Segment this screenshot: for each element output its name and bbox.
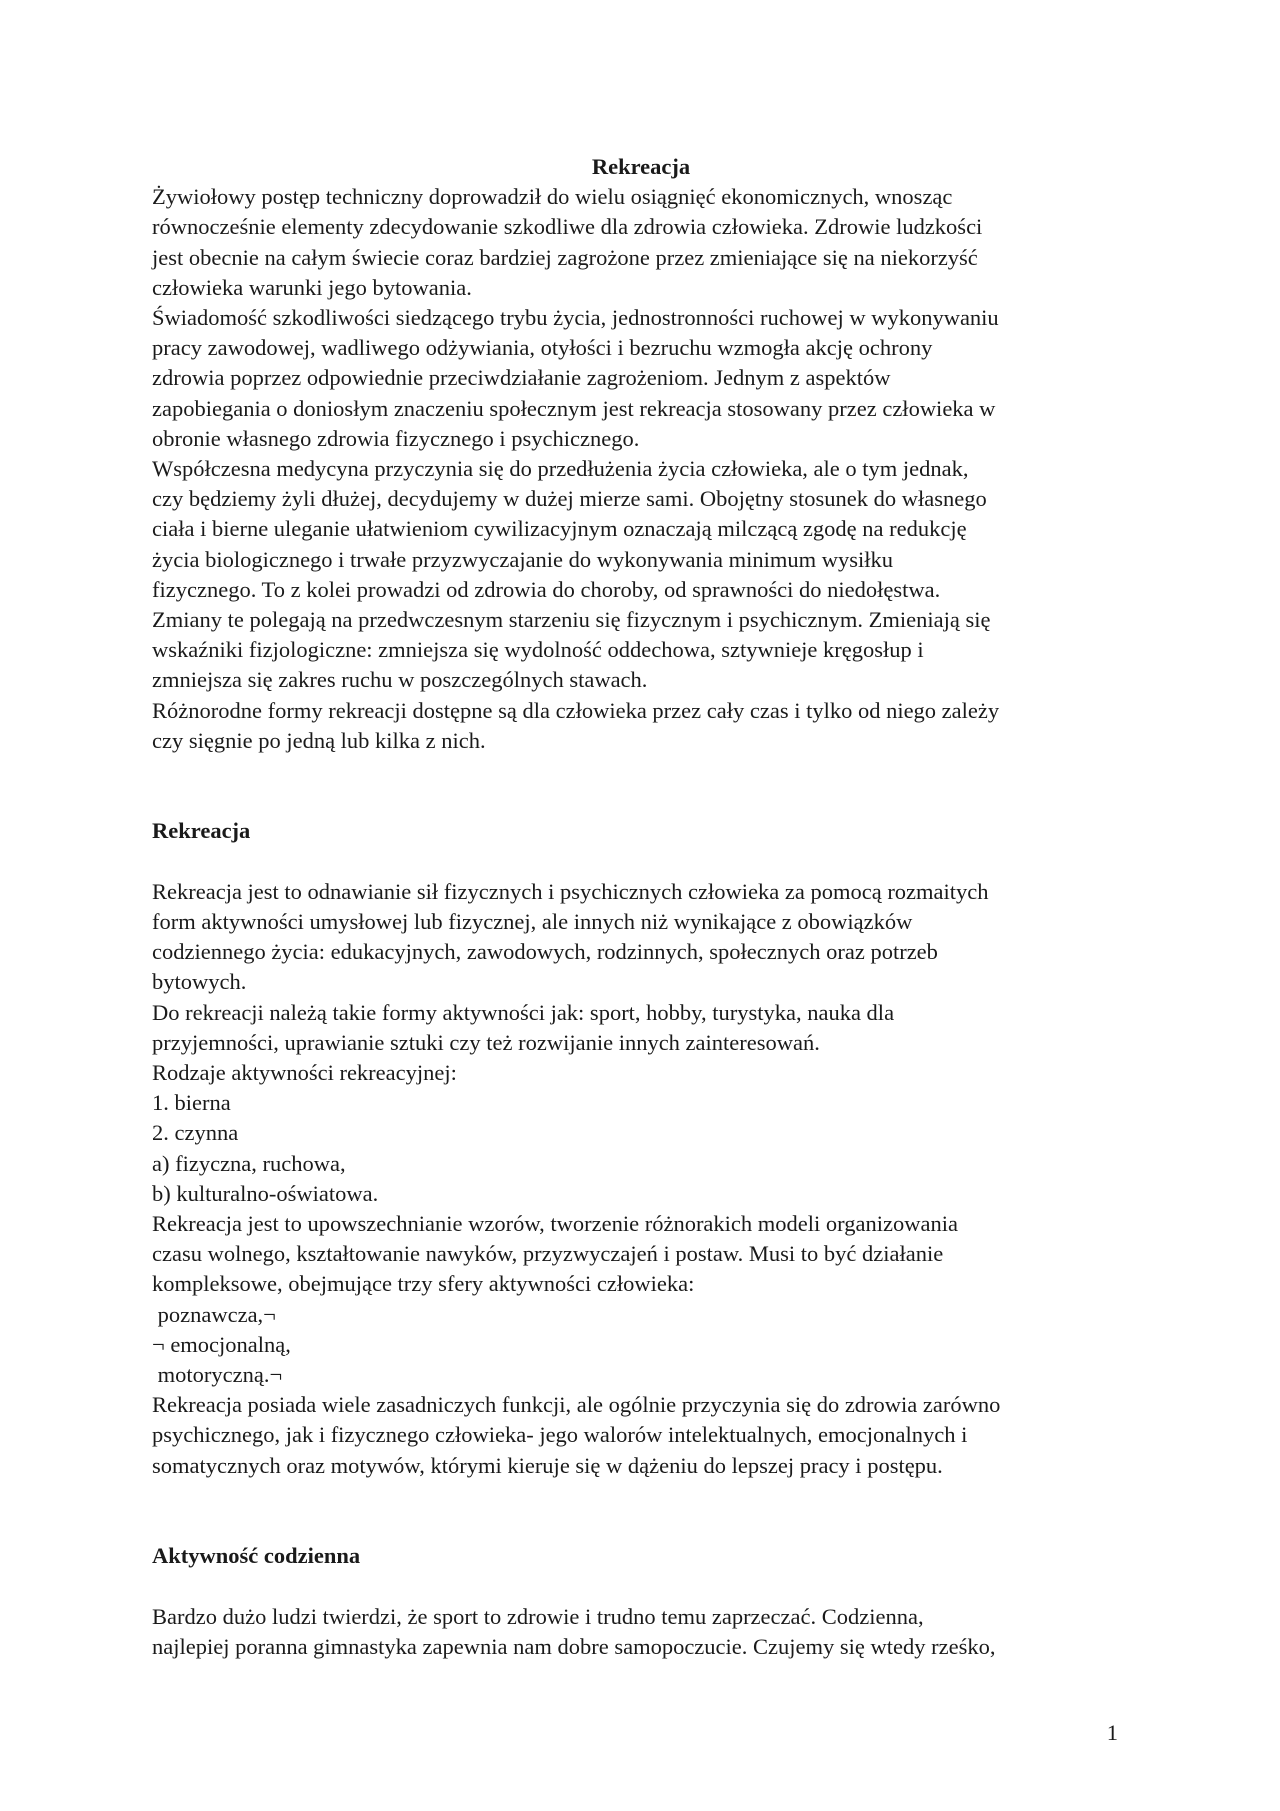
text-line: Rekreacja posiada wiele zasadniczych funkcji, ale ogólnie przyczynia się do zdrowia zarówno <box>152 1392 1001 1418</box>
text-line: czasu wolnego, kształtowanie nawyków, przyzwyczajeń i postaw. Musi to być działanie <box>152 1241 944 1267</box>
text-line: Żywiołowy postęp techniczny doprowadził do wielu osiągnięć ekonomicznych, wnosząc <box>152 184 953 210</box>
text-line: Różnorodne formy rekreacji dostępne są dla człowieka przez cały czas i tylko od niego zależy <box>152 697 1000 723</box>
text-line: obronie własnego zdrowia fizycznego i psychicznego. <box>152 425 640 451</box>
document-page <box>152 152 1130 1662</box>
document-title: Rekreacja <box>591 154 691 179</box>
text-line: psychicznego, jak i fizycznego człowieka- jego walorów intelektualnych, emocjonalnych i <box>152 1422 968 1448</box>
section-heading-aktywnosc: Aktywność codzienna <box>152 1543 361 1569</box>
text-line: życia biologicznego i trwałe przyzwyczajanie do wykonywania minimum wysiłku <box>152 546 894 572</box>
text-line: człowieka warunki jego bytowania. <box>152 274 472 300</box>
text-line: wskaźniki fizjologiczne: zmniejsza się wydolność oddechowa, sztywnieje kręgosłup i <box>152 637 924 663</box>
text-line: zapobiegania o doniosłym znaczeniu społecznym jest rekreacja stosowany przez człowieka w <box>152 395 996 421</box>
list-item: motoryczną.¬ <box>152 1362 283 1388</box>
text-line: somatycznych oraz motywów, którymi kieruje się w dążeniu do lepszej pracy i postępu. <box>152 1452 943 1478</box>
text-line: ciała i bierne uleganie ułatwieniom cywilizacyjnym oznaczają milczącą zgodę na redukcję <box>152 516 967 542</box>
text-line: fizycznego. To z kolei prowadzi od zdrowia do choroby, od sprawności do niedołęstwa. <box>152 576 941 602</box>
list-item: 2. czynna <box>152 1120 239 1146</box>
text-line: bytowych. <box>152 969 247 995</box>
list-item: a) fizyczna, ruchowa, <box>152 1150 346 1176</box>
list-item: ¬ emocjonalną, <box>152 1331 291 1357</box>
text-line: Bardzo dużo ludzi twierdzi, że sport to zdrowie i trudno temu zaprzeczać. Codzienna, <box>152 1603 924 1629</box>
text-line: codziennego życia: edukacyjnych, zawodowych, rodzinnych, społecznych oraz potrzeb <box>152 939 938 965</box>
text-line: czy będziemy żyli dłużej, decydujemy w dużej mierze sami. Obojętny stosunek do własnego <box>152 486 987 512</box>
text-line: Zmiany te polegają na przedwczesnym starzeniu się fizycznym i psychicznym. Zmieniają się <box>152 607 991 633</box>
list-item: poznawcza,¬ <box>152 1301 276 1327</box>
paragraph-1 <box>152 182 1130 303</box>
page-number: 1 <box>1106 1720 1118 1745</box>
list-item: 1. bierna <box>152 1090 231 1116</box>
text-line: Świadomość szkodliwości siedzącego trybu życia, jednostronności ruchowej w wykonywaniu <box>152 305 999 331</box>
text-line: najlepiej poranna gimnastyka zapewnia nam dobre samopoczucie. Czujemy się wtedy rześko, <box>152 1633 996 1659</box>
text-line: Do rekreacji należą takie formy aktywności jak: sport, hobby, turystyka, nauka dla <box>152 999 895 1025</box>
text-line: form aktywności umysłowej lub fizycznej, ale innych niż wynikające z obowiązków <box>152 909 913 935</box>
paragraph-4 <box>152 696 1130 756</box>
text-line: przyjemności, uprawianie sztuki czy też rozwijanie innych zainteresowań. <box>152 1029 820 1055</box>
text-line: pracy zawodowej, wadliwego odżywiania, otyłości i bezruchu wzmogła akcję ochrony <box>152 335 933 361</box>
text-line: jest obecnie na całym świecie coraz bardziej zagrożone przez zmieniające się na niekorzyść <box>152 244 978 270</box>
text-line: czy sięgnie po jedną lub kilka z nich. <box>152 727 486 753</box>
list-item: b) kulturalno-oświatowa. <box>152 1180 379 1206</box>
section-2-body <box>152 877 1130 1481</box>
text-line: Rodzaje aktywności rekreacyjnej: <box>152 1060 457 1086</box>
paragraph-2 <box>152 303 1130 454</box>
text-line: Rekreacja jest to odnawianie sił fizycznych i psychicznych człowieka za pomocą rozmaitych <box>152 878 989 904</box>
section-heading-rekreacja: Rekreacja <box>152 818 251 844</box>
text-line: równocześnie elementy zdecydowanie szkodliwe dla zdrowia człowieka. Zdrowie ludzkości <box>152 214 983 240</box>
paragraph-3 <box>152 454 1130 696</box>
text-line: zdrowia poprzez odpowiednie przeciwdziałanie zagrożeniom. Jednym z aspektów <box>152 365 891 391</box>
text-line: Współczesna medycyna przyczynia się do przedłużenia życia człowieka, ale o tym jednak, <box>152 456 969 482</box>
text-line: Rekreacja jest to upowszechnianie wzorów, tworzenie różnorakich modeli organizowania <box>152 1211 958 1237</box>
text-line: zmniejsza się zakres ruchu w poszczególnych stawach. <box>152 667 648 693</box>
section-3-body <box>152 1602 1130 1662</box>
text-line: kompleksowe, obejmujące trzy sfery aktywności człowieka: <box>152 1271 695 1297</box>
